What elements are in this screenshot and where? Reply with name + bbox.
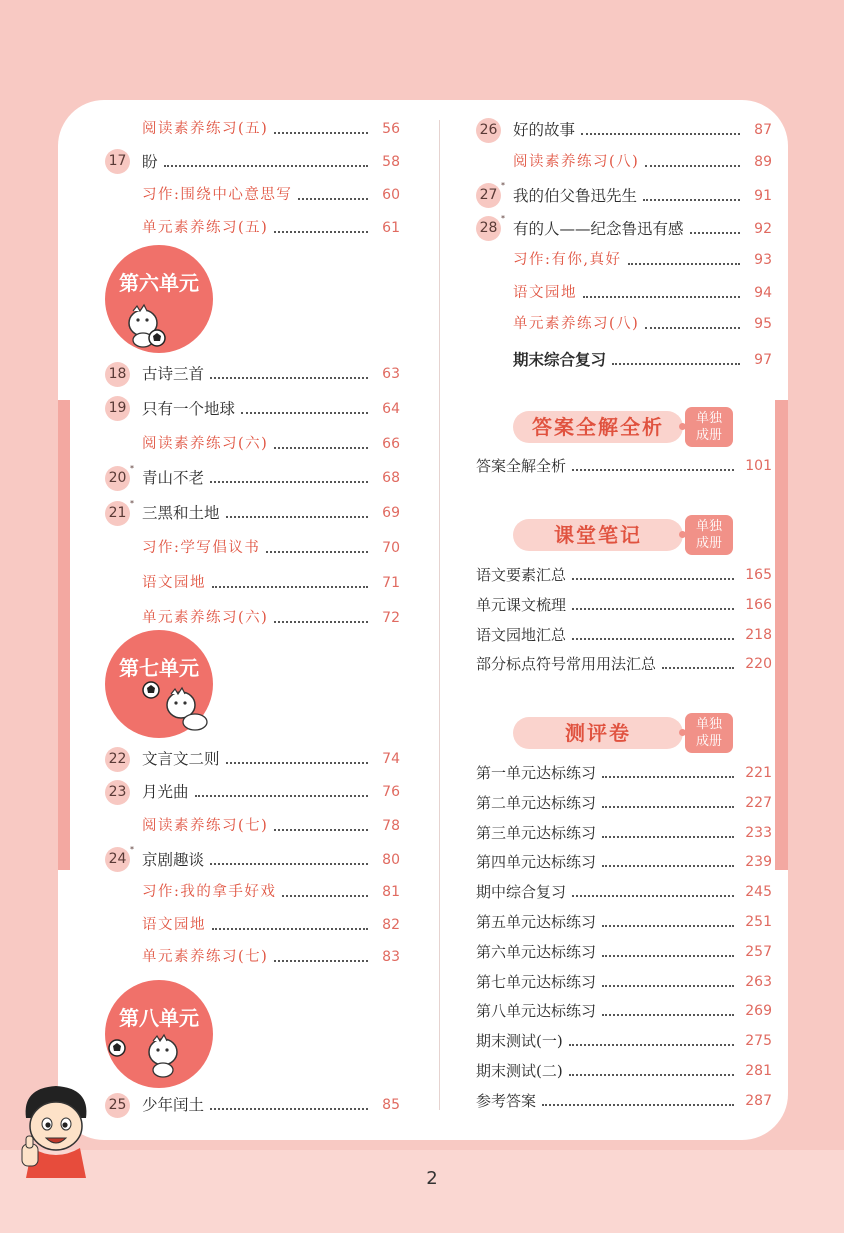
toc-entry-title: 阅读素养练习(八) [513, 154, 640, 171]
dot-leader [602, 925, 734, 927]
dot-leader [164, 165, 368, 167]
toc-entry [142, 181, 400, 209]
toc-entry-page: 275 [745, 1033, 772, 1050]
dot-leader [572, 578, 734, 580]
dinosaur-mascot-icon [105, 245, 213, 353]
toc-entry [476, 789, 772, 817]
dot-leader [602, 776, 734, 778]
toc-entry-title: 有的人——纪念鲁迅有感 [513, 219, 684, 238]
bottom-band [0, 1150, 844, 1233]
lesson-number-badge: 23 [105, 780, 130, 805]
toc-entry-title: 古诗三首 [142, 365, 205, 383]
tests-banner [513, 713, 743, 753]
toc-entry [476, 759, 772, 787]
optional-star-icon: * [130, 463, 134, 473]
toc-entry-title: 语文园地 [142, 916, 206, 933]
toc-entry [476, 997, 772, 1025]
toc-entry-title: 习作:有你,真好 [513, 252, 622, 269]
toc-entry-title: 月光曲 [142, 783, 189, 802]
toc-entry-title: 部分标点符号常用用法汇总 [476, 655, 657, 674]
toc-entry [105, 1091, 400, 1119]
dot-leader [274, 132, 368, 134]
toc-entry-page: 66 [382, 435, 400, 452]
toc-entry-page: 97 [754, 352, 772, 369]
toc-entry-title: 期末测试(一) [476, 1032, 563, 1051]
toc-entry-title: 三黑和土地 [142, 504, 220, 523]
toc-entry [476, 938, 772, 966]
toc-entry-page: 74 [382, 751, 400, 767]
toc-entry [476, 878, 772, 906]
boy-mascot-icon [12, 1078, 92, 1178]
toc-entry [105, 360, 400, 388]
toc-entry-page: 233 [745, 824, 772, 841]
page-number: 2 [426, 1168, 438, 1189]
toc-entry-title: 盼 [142, 152, 158, 171]
lesson-number-badge: 24 * [105, 847, 130, 872]
dot-leader [212, 928, 368, 930]
toc-entry-title: 习作:学写倡议书 [142, 540, 261, 556]
lesson-number-badge: 22 [105, 747, 130, 772]
toc-entry-page: 101 [745, 458, 772, 474]
lesson-number-badge: 21 * [105, 501, 130, 526]
toc-entry-page: 72 [382, 609, 400, 626]
toc-entry-title: 第四单元达标练习 [476, 853, 597, 872]
toc-entry-page: 95 [754, 315, 772, 332]
toc-entry-page: 80 [382, 851, 400, 868]
toc-entry-page: 82 [382, 916, 400, 933]
dot-leader [572, 638, 734, 640]
optional-star-icon: * [501, 181, 505, 191]
toc-entry [142, 878, 400, 906]
toc-entry-page: 83 [382, 948, 400, 965]
toc-entry [476, 452, 772, 480]
dot-leader [569, 1044, 734, 1046]
toc-entry [476, 561, 772, 589]
toc-entry-page: 89 [754, 154, 772, 171]
dot-leader [602, 955, 734, 957]
optional-star-icon: * [130, 845, 134, 855]
toc-entry [142, 812, 400, 840]
dot-leader [241, 412, 368, 414]
toc-entry-title: 第五单元达标练习 [476, 913, 597, 931]
dot-leader [274, 447, 368, 449]
toc-entry-page: 94 [754, 284, 772, 301]
dot-leader [602, 985, 734, 987]
dot-leader [602, 865, 734, 867]
toc-entry-page: 81 [382, 884, 400, 901]
toc-entry [476, 1087, 772, 1115]
toc-entry [513, 279, 772, 307]
toc-entry-page: 64 [382, 400, 400, 417]
toc-entry-page: 251 [745, 914, 772, 930]
toc-entry-title: 第三单元达标练习 [476, 823, 597, 842]
answers-banner-title: 答案全解全析 [532, 415, 664, 439]
toc-entry-page: 60 [382, 187, 400, 203]
toc-entry-title: 单元素养练习(五) [142, 219, 269, 236]
toc-entry-page: 257 [745, 943, 772, 960]
toc-entry [105, 846, 400, 874]
toc-entry-title: 语文园地 [142, 574, 206, 591]
toc-entry-title: 期末综合复习 [513, 351, 607, 370]
toc-entry [105, 778, 400, 806]
toc-entry-page: 93 [754, 252, 772, 269]
toc-entry-page: 263 [745, 973, 772, 990]
toc-entry [476, 848, 772, 876]
toc-entry-title: 语文要素汇总 [476, 566, 567, 584]
answers-separate-tag: 单独 成册 [685, 407, 733, 447]
dot-leader [210, 377, 368, 379]
toc-entry-title: 只有一个地球 [142, 399, 236, 418]
toc-entry-page: 91 [754, 187, 772, 204]
right-edge-tab [775, 400, 788, 870]
toc-entry-page: 68 [382, 470, 400, 487]
toc-entry-title: 第八单元达标练习 [476, 1002, 597, 1021]
toc-entry-title: 阅读素养练习(七) [142, 817, 269, 834]
dot-leader [226, 762, 368, 764]
dot-leader [569, 1074, 734, 1076]
toc-entry [105, 395, 400, 423]
dot-leader [643, 199, 740, 201]
toc-entry-page: 87 [754, 122, 772, 138]
dot-leader [274, 231, 368, 233]
toc-entry-title: 阅读素养练习(五) [142, 121, 269, 137]
dot-leader [274, 829, 368, 831]
toc-entry-page: 58 [382, 153, 400, 170]
toc-entry-page: 92 [754, 220, 772, 237]
lesson-number-badge: 18 [105, 362, 130, 387]
dot-leader [572, 469, 734, 471]
dot-leader [690, 232, 740, 234]
toc-entry [476, 968, 772, 996]
toc-entry-title: 期中综合复习 [476, 883, 567, 902]
toc-entry-title: 参考答案 [476, 1091, 537, 1110]
dot-leader [282, 895, 368, 897]
toc-entry-page: 56 [382, 121, 400, 137]
dot-leader [612, 363, 740, 365]
dot-leader [274, 621, 368, 623]
toc-entry [142, 943, 400, 971]
dot-leader [662, 667, 734, 669]
toc-entry-title: 习作:围绕中心意思写 [142, 187, 293, 203]
lesson-number-badge: 17 [105, 149, 130, 174]
toc-entry [476, 591, 772, 619]
toc-entry [476, 650, 772, 678]
toc-entry-page: 61 [382, 219, 400, 236]
unit8-badge [105, 980, 213, 1088]
dot-leader [266, 551, 368, 553]
toc-entry [476, 908, 772, 936]
toc-entry-page: 78 [382, 817, 400, 834]
toc-entry-page: 221 [745, 765, 772, 781]
toc-entry-title: 语文园地 [513, 284, 577, 301]
unit6-badge [105, 245, 213, 353]
dot-leader [572, 608, 734, 610]
toc-entry-title: 第六单元达标练习 [476, 942, 597, 961]
dot-leader [210, 481, 368, 483]
toc-entry [513, 310, 772, 338]
toc-entry-page: 287 [745, 1092, 772, 1109]
toc-entry-page: 63 [382, 366, 400, 382]
toc-entry [476, 1027, 772, 1055]
toc-entry [513, 346, 772, 374]
dot-leader [645, 327, 740, 329]
toc-entry-title: 习作:我的拿手好戏 [142, 884, 277, 901]
toc-entry-page: 245 [745, 884, 772, 901]
dot-leader [628, 263, 741, 265]
answers-banner [513, 407, 743, 447]
dot-leader [210, 863, 368, 865]
tests-banner-title: 测评卷 [565, 721, 631, 745]
unit8-label: 第八单元 [119, 1006, 199, 1030]
toc-entry-title: 第七单元达标练习 [476, 972, 597, 991]
dot-leader [212, 586, 368, 588]
toc-entry [476, 1057, 772, 1085]
dot-leader [226, 516, 368, 518]
dot-leader [572, 895, 734, 897]
toc-entry [105, 499, 400, 527]
toc-entry-title: 单元素养练习(六) [142, 609, 269, 626]
lesson-number-badge: 19 [105, 396, 130, 421]
toc-entry-title: 好的故事 [513, 121, 576, 139]
toc-entry-title: 文言文二则 [142, 750, 220, 768]
tests-separate-tag: 单独 成册 [685, 713, 733, 753]
toc-entry [476, 182, 772, 210]
toc-entry-page: 218 [745, 626, 772, 643]
lesson-number-badge: 25 [105, 1093, 130, 1118]
toc-entry [142, 569, 400, 597]
dot-leader [542, 1104, 734, 1106]
dot-leader [583, 296, 740, 298]
toc-entry-title: 京剧趣谈 [142, 850, 205, 869]
left-edge-tab [58, 400, 70, 870]
toc-entry [476, 621, 772, 649]
lesson-number-badge: 27 * [476, 183, 501, 208]
toc-entry-title: 我的伯父鲁迅先生 [513, 186, 638, 205]
dot-leader [298, 198, 368, 200]
toc-entry-page: 70 [382, 540, 400, 556]
toc-entry [513, 246, 772, 274]
notes-banner-title: 课堂笔记 [554, 523, 642, 547]
toc-entry-page: 281 [745, 1063, 772, 1079]
unit6-label: 第六单元 [119, 271, 199, 295]
toc-entry [142, 430, 400, 458]
toc-entry-title: 期末测试(二) [476, 1062, 563, 1080]
toc-entry [476, 116, 772, 144]
lesson-number-badge: 26 [476, 118, 501, 143]
toc-entry-title: 青山不老 [142, 469, 205, 488]
toc-entry-page: 85 [382, 1097, 400, 1113]
toc-entry [142, 911, 400, 939]
toc-entry [142, 534, 400, 562]
notes-banner [513, 515, 743, 555]
dot-leader [195, 795, 368, 797]
unit7-badge [105, 630, 213, 738]
toc-entry-title: 答案全解全析 [476, 457, 567, 475]
toc-entry-page: 69 [382, 505, 400, 522]
lesson-number-badge: 28 * [476, 216, 501, 241]
toc-entry-page: 166 [745, 596, 772, 613]
toc-entry-page: 76 [382, 784, 400, 801]
toc-entry [105, 148, 400, 176]
dinosaur-mascot-icon [105, 980, 213, 1088]
toc-entry-page: 71 [382, 574, 400, 591]
toc-entry-page: 269 [745, 1003, 772, 1020]
dot-leader [602, 836, 734, 838]
notes-separate-tag: 单独 成册 [685, 515, 733, 555]
toc-entry [105, 464, 400, 492]
toc-entry-page: 227 [745, 794, 772, 811]
toc-entry [142, 115, 400, 143]
lesson-number-badge: 20 * [105, 466, 130, 491]
unit7-label: 第七单元 [119, 656, 199, 680]
toc-entry-title: 第一单元达标练习 [476, 764, 597, 782]
toc-entry-page: 239 [745, 854, 772, 871]
dot-leader [602, 806, 734, 808]
toc-entry-title: 单元素养练习(八) [513, 315, 640, 332]
toc-entry [142, 604, 400, 632]
dot-leader [581, 133, 740, 135]
toc-entry-title: 语文园地汇总 [476, 625, 567, 644]
toc-entry [476, 215, 772, 243]
toc-entry-title: 单元课文梳理 [476, 595, 567, 614]
dot-leader [274, 960, 368, 962]
optional-star-icon: * [130, 498, 134, 508]
toc-entry-page: 165 [745, 567, 772, 583]
column-divider [439, 120, 440, 1110]
toc-entry-title: 阅读素养练习(六) [142, 435, 269, 452]
toc-entry-title: 第二单元达标练习 [476, 793, 597, 812]
dinosaur-mascot-icon [105, 630, 223, 738]
dot-leader [602, 1014, 734, 1016]
toc-entry-title: 少年闰土 [142, 1096, 205, 1114]
dot-leader [210, 1108, 368, 1110]
toc-entry [105, 745, 400, 773]
toc-entry-page: 220 [745, 656, 772, 673]
toc-entry-title: 单元素养练习(七) [142, 948, 269, 965]
toc-entry [142, 214, 400, 242]
toc-entry [513, 148, 772, 176]
optional-star-icon: * [501, 214, 505, 224]
dot-leader [645, 165, 740, 167]
toc-entry [476, 819, 772, 847]
